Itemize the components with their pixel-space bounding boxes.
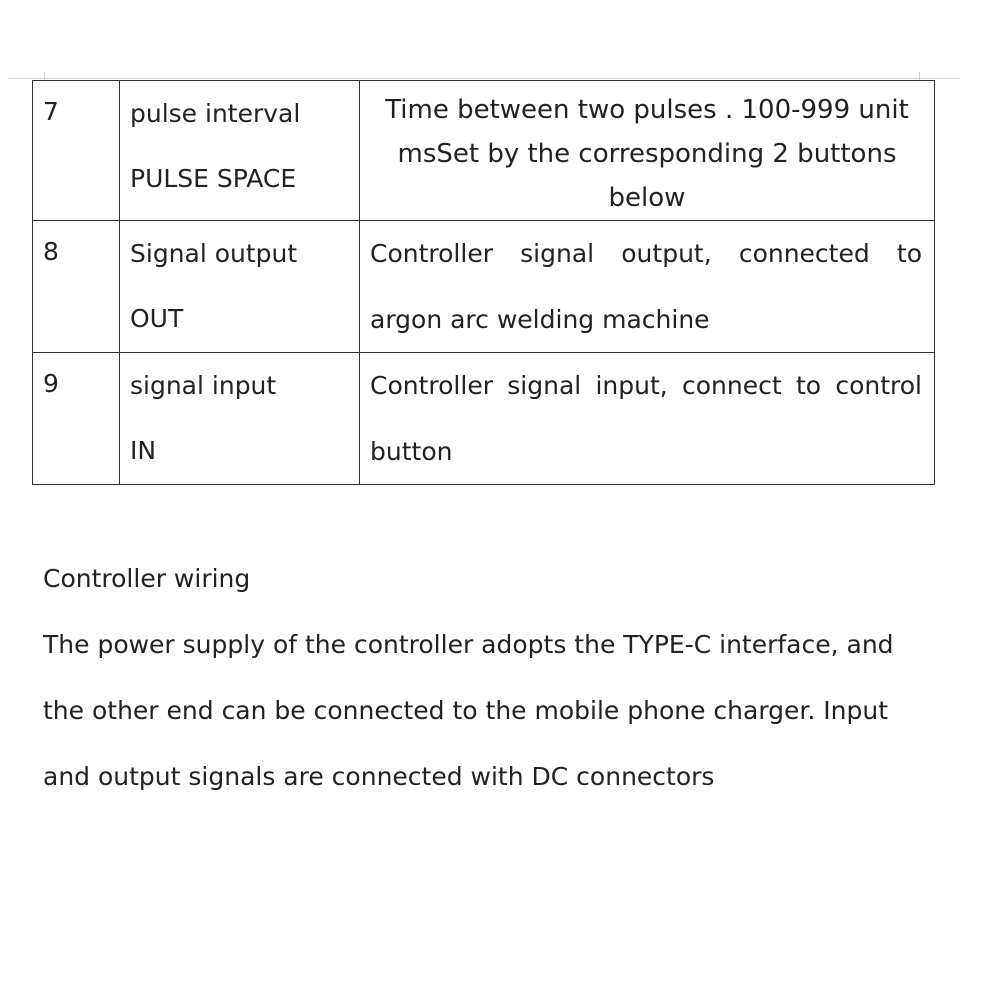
- table-row: [33, 353, 935, 485]
- row-description-line-2: argon arc welding machine: [370, 305, 710, 334]
- row-description-cell: [360, 221, 935, 353]
- table-row: [33, 81, 935, 221]
- section-heading: Controller wiring: [43, 564, 251, 593]
- row-description-line-1: Controller signal output, connected to: [370, 239, 922, 268]
- row-description-line-1: Controller signal input, connect to control: [370, 371, 922, 400]
- row-name-cell: [120, 221, 360, 353]
- paragraph-line-2: the other end can be connected to the mobile phone charger. Input: [43, 696, 889, 725]
- row-name-cell: [120, 353, 360, 485]
- row-description-cell: [360, 353, 935, 485]
- row-code: IN: [130, 436, 157, 465]
- wiring-section: [43, 558, 943, 789]
- row-number: 9: [43, 369, 59, 398]
- top-tick-left: [44, 72, 45, 80]
- spec-table: [32, 80, 935, 485]
- row-name: Signal output: [130, 239, 298, 268]
- row-description-cell: [360, 81, 935, 221]
- top-tick-right: [919, 72, 920, 80]
- paragraph-line-1: The power supply of the controller adopts the TYPE-C interface, and: [43, 630, 894, 659]
- table-row: [33, 221, 935, 353]
- row-code: PULSE SPACE: [130, 164, 297, 193]
- row-number-cell: [33, 353, 120, 485]
- row-code: OUT: [130, 304, 184, 333]
- row-number-cell: [33, 81, 120, 221]
- paragraph-line-3: and output signals are connected with DC connectors: [43, 762, 715, 791]
- row-number-cell: [33, 221, 120, 353]
- row-description-line-2: button: [370, 437, 453, 466]
- row-description: Time between two pulses . 100-999 unit msSet by the corresponding 2 buttons below: [385, 95, 909, 213]
- row-number: 7: [43, 97, 59, 126]
- top-rule: [8, 78, 960, 79]
- row-name: signal input: [130, 371, 277, 400]
- row-name: pulse interval: [130, 99, 301, 128]
- row-name-cell: [120, 81, 360, 221]
- row-number: 8: [43, 237, 59, 266]
